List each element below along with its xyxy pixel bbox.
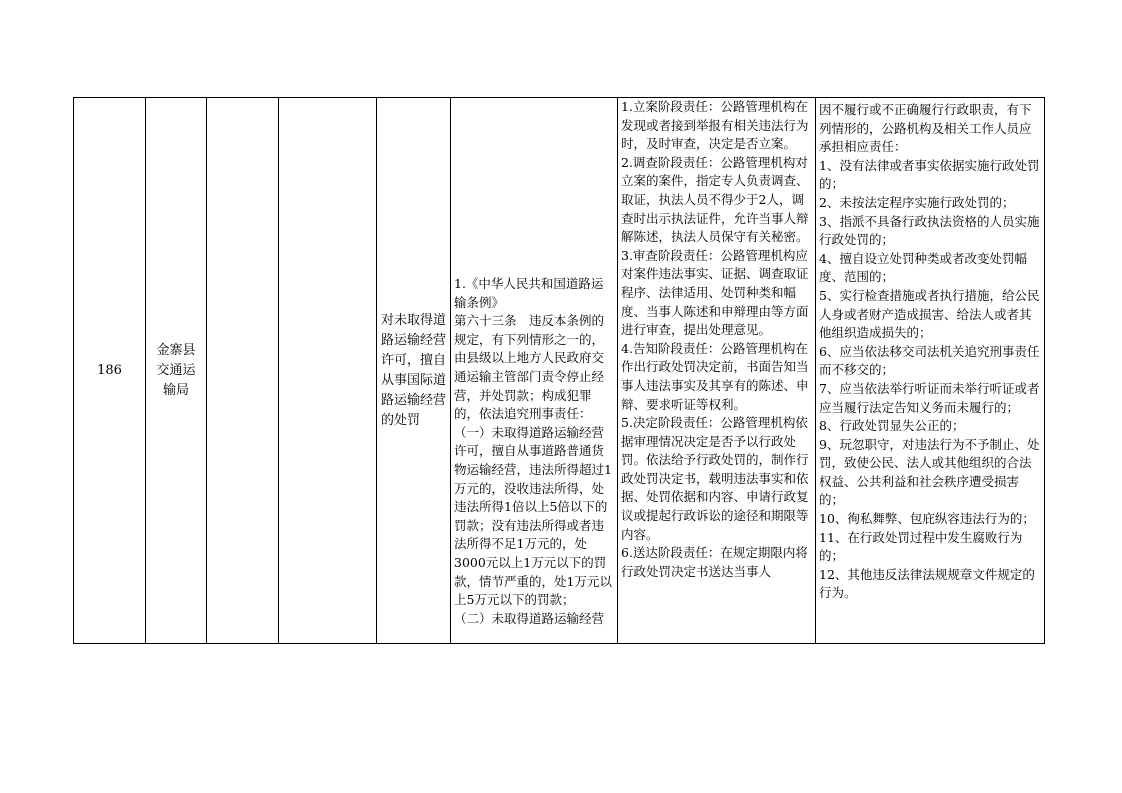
legal-basis-text: 1.《中华人民共和国道路运输条例》 第六十三条 违反本条例的规定，有下列情形之一的，由县级以上地方人民政府交通运输主管部门责令停止经营，并处罚款；构成犯罪的，依法追究刑事责任： （一）未取得道路运输经营许可，擅自从事道路普通货物运输经营，违法所得超过1万元的，没收违法所得，处违法所得1倍以上5倍以下的罚款；没有违法所得或者违法所得不足1万元的，处3000元以上1万元以下的罚款，情节严重的，处1万元以上5万元以下的罚款； （二）未取得道路运输经营 bbox=[454, 276, 612, 626]
department-name: 金寨县交通运输局 bbox=[156, 342, 196, 398]
blank-cell-1 bbox=[207, 98, 279, 644]
department-cell bbox=[146, 98, 207, 644]
item-name: 对未取得道路运输经营许可，擅自从事国际道路运输经营的处罚 bbox=[381, 312, 447, 428]
blank-cell-2 bbox=[279, 98, 377, 644]
number-cell bbox=[74, 98, 146, 644]
row-number: 186 bbox=[97, 363, 122, 378]
responsibility-cell bbox=[618, 98, 816, 644]
accountability-text: 因不履行或不正确履行行政职责，有下列情形的，公路机构及相关工作人员应承担相应责任： 1、没有法律或者事实依据实施行政处罚的； 2、未按法定程序实施行政处罚的； 3、指派不具备行政执法资格的人员实施行政处罚的； 4、擅自设立处罚种类或者改变处罚幅度、范围的； 5、实行检查措施或者执行措施，给公民人身或者财产造成损害、给法人或者其他组织造成损失的； 6、应当依法移交司法机关追究刑事责任而不移交的； 7、应当依法举行听证而未举行听证或者应当履行法定告知义务而未履行的； 8、行政处罚显失公正的； 9、玩忽职守，对违法行为不予制止、处罚，致使公民、法人或其他组织的合法权益、公共利益和社会秩序遭受损害的； 10、徇私舞弊、包庇纵容违法行为的； 11、在行政处罚过程中发生腐败行为的； 12、其他违反法律法规规章文件规定的行为。 bbox=[819, 102, 1040, 601]
power-list-table bbox=[73, 97, 1045, 644]
accountability-cell bbox=[816, 98, 1045, 644]
item-name-cell bbox=[377, 98, 451, 644]
legal-basis-cell bbox=[451, 98, 618, 644]
responsibility-text: 1.立案阶段责任：公路管理机构在发现或者接到举报有相关违法行为时，及时审查，决定是否立案。 2.调查阶段责任：公路管理机构对立案的案件，指定专人负责调查、取证，执法人员不得少于2人，调查时出示执法证件，允许当事人辩解陈述，执法人员保守有关秘密。 3.审查阶段责任：公路管理机构应对案件违法事实、证据、调查取证程序、法律适用、处罚种类和幅度、当事人陈述和申辩理由等方面进行审查，提出处理意见。 4.告知阶段责任：公路管理机构在作出行政处罚决定前，书面告知当事人违法事实及其享有的陈述、申辩、要求听证等权利。 5.决定阶段责任：公路管理机构依据审理情况决定是否予以行政处罚。依法给予行政处罚的，制作行政处罚决定书，载明违法事实和依据、处罚依据和内容、申请行政复议或提起行政诉讼的途径和期限等内容。 6.送达阶段责任：在规定期限内将行政处罚决定书送达当事人 bbox=[621, 99, 809, 579]
table-row bbox=[74, 98, 1045, 644]
